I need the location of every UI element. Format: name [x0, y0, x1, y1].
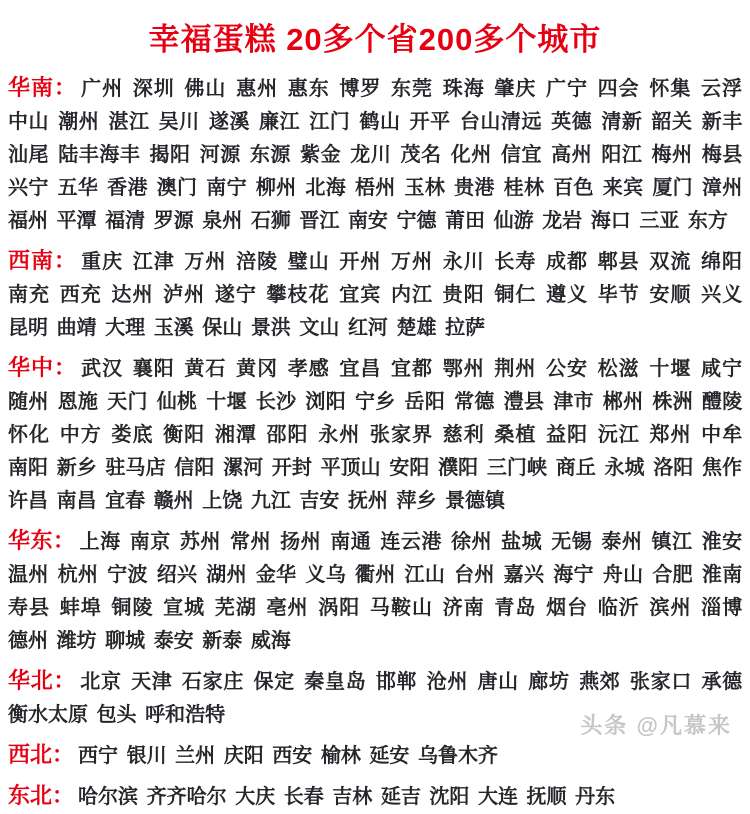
city: 保定	[253, 671, 295, 693]
city: 株洲	[652, 391, 693, 413]
city: 娄底	[111, 424, 154, 446]
city: 沧州	[426, 671, 469, 693]
city: 贵港	[454, 177, 495, 199]
city: 北京	[80, 671, 122, 693]
city: 张家口	[629, 671, 693, 693]
city: 镇江	[651, 531, 693, 553]
city: 沅江	[597, 424, 640, 446]
region-cities	[8, 358, 742, 512]
city: 新丰	[701, 111, 743, 133]
region-cities	[78, 786, 615, 808]
city: 安阳	[389, 457, 430, 479]
city: 扬州	[280, 531, 322, 553]
city: 衢州	[354, 564, 396, 586]
city: 重庆	[81, 251, 124, 273]
city: 包头	[96, 704, 137, 726]
city: 临沂	[597, 597, 640, 619]
city: 涡阳	[318, 597, 361, 619]
city: 浏阳	[305, 391, 347, 413]
city: 许昌	[8, 490, 48, 512]
city: 昆明	[8, 317, 48, 339]
city: 永城	[604, 457, 645, 479]
city: 东源	[249, 144, 291, 166]
city: 宁乡	[354, 391, 396, 413]
city: 涪陵	[236, 251, 279, 273]
city: 长寿	[494, 251, 537, 273]
city: 中方	[59, 424, 102, 446]
watermark: 头条 @凡慕来	[580, 713, 732, 738]
city: 楚雄	[396, 317, 437, 339]
city: 金华	[255, 564, 297, 586]
city: 天门	[107, 391, 148, 413]
city: 厦门	[652, 177, 693, 199]
city: 澳门	[156, 177, 198, 199]
city: 济南	[442, 597, 485, 619]
city: 石狮	[250, 210, 291, 232]
city: 陆丰海丰	[58, 144, 141, 166]
region-label: 华中：	[8, 355, 78, 380]
city: 开平	[409, 111, 451, 133]
city: 福清	[105, 210, 146, 232]
city: 丹东	[575, 786, 616, 808]
city: 龙川	[350, 144, 392, 166]
city: 黄石	[184, 358, 227, 380]
city: 安顺	[649, 284, 692, 306]
city: 璧山	[287, 251, 330, 273]
city: 英德	[551, 111, 593, 133]
city: 平顶山	[320, 457, 381, 479]
city: 攀枝花	[266, 284, 330, 306]
city: 上海	[79, 531, 121, 553]
city: 惠州	[236, 78, 279, 100]
city: 廉江	[259, 111, 301, 133]
city: 松滋	[597, 358, 640, 380]
city: 梅县	[701, 144, 743, 166]
city: 东莞	[391, 78, 434, 100]
city: 仙游	[493, 210, 534, 232]
city: 泰安	[153, 630, 194, 652]
city: 商丘	[555, 457, 596, 479]
region-label: 西北：	[8, 742, 75, 767]
city: 仙桃	[156, 391, 198, 413]
city: 台山清远	[459, 111, 542, 133]
city: 万州	[184, 251, 227, 273]
city: 齐齐哈尔	[146, 786, 227, 808]
city: 香港	[107, 177, 148, 199]
city: 莆田	[445, 210, 486, 232]
city: 鹤山	[359, 111, 401, 133]
city: 肇庆	[494, 78, 537, 100]
city: 咸宁	[700, 358, 742, 380]
city: 化州	[450, 144, 492, 166]
city: 红河	[347, 317, 388, 339]
city: 德州	[8, 630, 48, 652]
city: 上饶	[202, 490, 243, 512]
region-section	[8, 351, 742, 518]
city: 景洪	[250, 317, 291, 339]
city: 龙岩	[542, 210, 583, 232]
city: 毕节	[597, 284, 640, 306]
city: 东方	[687, 210, 728, 232]
region-section	[8, 524, 742, 658]
city: 长春	[283, 786, 324, 808]
city: 潮州	[58, 111, 100, 133]
city: 茂名	[400, 144, 442, 166]
city: 吉安	[299, 490, 340, 512]
city: 海口	[590, 210, 631, 232]
city: 海宁	[553, 564, 594, 586]
city: 九江	[250, 490, 291, 512]
city: 吉林	[332, 786, 373, 808]
city: 慈利	[442, 424, 485, 446]
region-label: 华南：	[8, 75, 78, 100]
city: 南通	[330, 531, 372, 553]
city: 广州	[81, 78, 124, 100]
city: 长沙	[255, 391, 297, 413]
city: 益阳	[546, 424, 589, 446]
city: 濮阳	[438, 457, 479, 479]
city: 西安	[272, 745, 313, 767]
city: 青岛	[494, 597, 537, 619]
city: 温州	[8, 564, 49, 586]
city: 连云港	[380, 531, 442, 553]
city: 台州	[454, 564, 495, 586]
city: 洛阳	[653, 457, 694, 479]
city: 景德镇	[445, 490, 506, 512]
city: 信阳	[174, 457, 215, 479]
city: 榆林	[320, 745, 361, 767]
city: 遵义	[546, 284, 589, 306]
city: 大庆	[235, 786, 276, 808]
city: 延吉	[380, 786, 421, 808]
city-sections	[8, 71, 742, 814]
city: 廊坊	[528, 671, 570, 693]
city: 荆州	[494, 358, 537, 380]
city: 宜宾	[339, 284, 382, 306]
region-section	[8, 738, 742, 773]
city: 泉州	[202, 210, 243, 232]
city: 新乡	[56, 457, 97, 479]
city: 南阳	[8, 457, 49, 479]
city: 怀化	[8, 424, 51, 446]
city: 随州	[8, 391, 49, 413]
city: 西充	[59, 284, 102, 306]
city: 庆阳	[223, 745, 264, 767]
city: 绍兴	[156, 564, 198, 586]
city: 遂宁	[214, 284, 257, 306]
city: 兴义	[701, 284, 743, 306]
region-label: 华东：	[8, 528, 76, 553]
city: 常州	[229, 531, 271, 553]
city: 南安	[347, 210, 388, 232]
city: 桂林	[503, 177, 545, 199]
city: 滨州	[649, 597, 692, 619]
city: 江山	[404, 564, 446, 586]
city: 潍坊	[56, 630, 97, 652]
city: 南昌	[56, 490, 97, 512]
city: 三门峡	[486, 457, 548, 479]
city: 漯河	[223, 457, 264, 479]
city: 珠海	[442, 78, 485, 100]
city: 博罗	[339, 78, 382, 100]
city: 承德	[701, 671, 743, 693]
city: 兴宁	[8, 177, 49, 199]
city: 恩施	[57, 391, 99, 413]
city: 常德	[454, 391, 495, 413]
city: 秦皇岛	[304, 671, 367, 693]
city: 南充	[8, 284, 51, 306]
city: 怀集	[649, 78, 692, 100]
city: 贵阳	[442, 284, 485, 306]
city: 揭阳	[149, 144, 191, 166]
city: 五华	[57, 177, 99, 199]
city: 阳江	[601, 144, 643, 166]
city: 成都	[546, 251, 589, 273]
city: 江门	[309, 111, 351, 133]
city: 衡阳	[163, 424, 206, 446]
city: 中牟	[701, 424, 743, 446]
city: 梧州	[354, 177, 396, 199]
city: 三亚	[639, 210, 680, 232]
city: 泰州	[601, 531, 643, 553]
city: 永川	[442, 251, 485, 273]
city: 公安	[546, 358, 589, 380]
city: 合肥	[652, 564, 693, 586]
city: 澧县	[503, 391, 545, 413]
city: 宜昌	[339, 358, 382, 380]
city: 郴州	[602, 391, 644, 413]
city: 吴川	[158, 111, 200, 133]
city: 泸州	[163, 284, 206, 306]
city: 柳州	[255, 177, 297, 199]
city: 宁德	[396, 210, 437, 232]
city: 苏州	[179, 531, 221, 553]
city: 高州	[551, 144, 593, 166]
city: 大理	[105, 317, 146, 339]
region-section	[8, 779, 742, 814]
city: 玉溪	[153, 317, 194, 339]
city: 漳州	[701, 177, 743, 199]
city: 紫金	[300, 144, 342, 166]
city: 玉林	[404, 177, 446, 199]
city: 平潭	[56, 210, 97, 232]
city: 佛山	[184, 78, 227, 100]
city: 韶关	[651, 111, 693, 133]
city: 双流	[649, 251, 692, 273]
city: 杭州	[57, 564, 99, 586]
city: 淮南	[701, 564, 743, 586]
city: 义乌	[305, 564, 347, 586]
region-cities	[8, 531, 742, 652]
city: 保山	[202, 317, 243, 339]
region-cities	[78, 745, 498, 767]
city: 张家界	[369, 424, 434, 446]
region-label: 华北：	[8, 668, 77, 693]
city: 赣州	[153, 490, 194, 512]
city: 云浮	[700, 78, 742, 100]
region-section	[8, 71, 742, 238]
city: 汕尾	[8, 144, 50, 166]
city: 宣城	[163, 597, 206, 619]
city: 郫县	[597, 251, 640, 273]
city: 清新	[601, 111, 643, 133]
city: 燕郊	[579, 671, 621, 693]
city: 天津	[131, 671, 173, 693]
city: 聊城	[105, 630, 146, 652]
city: 曲靖	[56, 317, 97, 339]
city: 唐山	[477, 671, 519, 693]
city: 福州	[8, 210, 48, 232]
city: 开封	[271, 457, 312, 479]
region-cities	[8, 78, 742, 232]
city: 深圳	[132, 78, 175, 100]
city: 银川	[126, 745, 167, 767]
city: 信宜	[500, 144, 542, 166]
city: 邵阳	[266, 424, 309, 446]
city: 铜仁	[494, 284, 537, 306]
city: 焦作	[701, 457, 742, 479]
city: 北海	[305, 177, 347, 199]
city: 达州	[111, 284, 154, 306]
city: 江津	[132, 251, 175, 273]
city: 遂溪	[208, 111, 250, 133]
city: 孝感	[287, 358, 330, 380]
city: 淮安	[701, 531, 743, 553]
city: 开州	[339, 251, 382, 273]
city: 惠东	[287, 78, 330, 100]
city: 郑州	[649, 424, 692, 446]
city: 永州	[318, 424, 361, 446]
city: 新泰	[202, 630, 243, 652]
city: 襄阳	[132, 358, 175, 380]
city: 来宾	[602, 177, 644, 199]
city: 四会	[597, 78, 640, 100]
city: 嘉兴	[503, 564, 545, 586]
city: 鄂州	[442, 358, 485, 380]
city: 亳州	[266, 597, 309, 619]
city: 中山	[8, 111, 50, 133]
city: 岳阳	[404, 391, 446, 413]
city: 武汉	[81, 358, 124, 380]
city: 无锡	[551, 531, 593, 553]
city: 徐州	[450, 531, 492, 553]
city: 文山	[299, 317, 340, 339]
city: 石家庄	[181, 671, 245, 693]
city: 盐城	[501, 531, 543, 553]
city: 淄博	[701, 597, 743, 619]
city: 湛江	[108, 111, 150, 133]
city: 内江	[390, 284, 434, 306]
city: 西宁	[78, 745, 119, 767]
city: 宜春	[105, 490, 146, 512]
city: 湖州	[206, 564, 247, 586]
region-label: 东北：	[8, 783, 75, 808]
city: 拉萨	[445, 317, 486, 339]
city: 烟台	[546, 597, 589, 619]
city: 十堰	[649, 358, 692, 380]
region-cities	[8, 251, 742, 339]
city: 南京	[129, 531, 171, 553]
city: 宜都	[391, 358, 434, 380]
city: 绵阳	[700, 251, 742, 273]
city: 罗源	[153, 210, 194, 232]
city: 梅州	[651, 144, 693, 166]
city: 衡水太原	[8, 704, 88, 726]
city: 兰州	[175, 745, 216, 767]
city: 哈尔滨	[78, 786, 139, 808]
city: 抚州	[347, 490, 388, 512]
city: 芜湖	[214, 597, 257, 619]
city: 黄冈	[236, 358, 279, 380]
city: 萍乡	[396, 490, 437, 512]
region-section	[8, 244, 742, 345]
city: 晋江	[299, 210, 340, 232]
city: 驻马店	[105, 457, 166, 479]
city: 宁波	[107, 564, 148, 586]
city: 延安	[369, 745, 410, 767]
city: 津市	[553, 391, 594, 413]
city: 呼和浩特	[145, 704, 226, 726]
city: 河源	[199, 144, 241, 166]
city: 十堰	[206, 391, 247, 413]
city: 抚顺	[526, 786, 567, 808]
page-title: 幸福蛋糕 20多个省200多个城市	[148, 22, 602, 57]
city: 乌鲁木齐	[417, 745, 498, 767]
city: 大连	[477, 786, 518, 808]
city: 湘潭	[214, 424, 257, 446]
city: 广宁	[546, 78, 589, 100]
city: 桑植	[494, 424, 537, 446]
city: 舟山	[602, 564, 644, 586]
city: 马鞍山	[369, 597, 434, 619]
city: 沈阳	[429, 786, 470, 808]
city: 邯郸	[375, 671, 418, 693]
city: 万州	[391, 251, 434, 273]
city: 醴陵	[701, 391, 743, 413]
city: 寿县	[8, 597, 51, 619]
city: 蚌埠	[59, 597, 102, 619]
region-label: 西南：	[8, 248, 78, 273]
city: 威海	[250, 630, 291, 652]
city: 南宁	[206, 177, 247, 199]
city: 铜陵	[111, 597, 154, 619]
city: 百色	[553, 177, 594, 199]
